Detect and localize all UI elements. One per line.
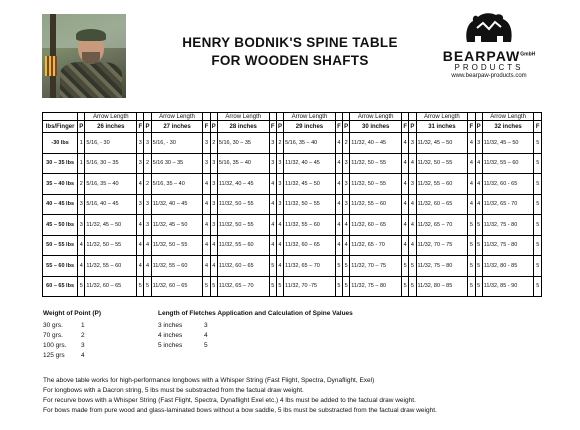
table-row bbox=[43, 235, 542, 256]
header-p-blank bbox=[475, 113, 482, 121]
fletch-cell: 4 bbox=[335, 174, 342, 195]
spine-cell: 11/32, 55 – 60 bbox=[85, 256, 137, 277]
spine-cell: 11/32, 60 – 65 bbox=[416, 194, 468, 215]
point-cell: 4 bbox=[475, 174, 482, 195]
spine-cell: 11/32, 60 – 65 bbox=[85, 276, 137, 297]
fletch-cell: 4 bbox=[335, 194, 342, 215]
point-cell: 4 bbox=[144, 256, 151, 277]
spine-cell: 11/32, 65 – 70 bbox=[416, 215, 468, 236]
weight-of-point-heading: Weight of Point (P) bbox=[43, 310, 102, 317]
fletch-cell: 5 bbox=[534, 194, 542, 215]
header-f-blank bbox=[269, 113, 276, 121]
header-arrow-length: Arrow Length bbox=[284, 113, 336, 121]
point-value: 3 bbox=[81, 342, 85, 349]
spine-cell: 11/32, 65 – 70 bbox=[217, 276, 269, 297]
point-weight: 125 grs bbox=[43, 352, 65, 359]
point-cell: 3 bbox=[144, 133, 151, 154]
fletch-cell: 3 bbox=[137, 133, 144, 154]
spine-cell: 11/32, 80 – 85 bbox=[416, 276, 468, 297]
point-cell: 4 bbox=[210, 256, 217, 277]
title-line-2: FOR WOODEN SHAFTS bbox=[211, 53, 369, 68]
weight-cell: 35 – 40 lbs bbox=[43, 174, 78, 195]
spine-cell: 11/32, 45 – 50 bbox=[482, 133, 534, 154]
fletch-cell: 5 bbox=[468, 276, 475, 297]
list-item bbox=[158, 331, 353, 341]
point-cell: 5 bbox=[475, 215, 482, 236]
point-cell: 5 bbox=[276, 276, 283, 297]
spine-cell: 11/32, 55 – 60 bbox=[217, 235, 269, 256]
fletches-section bbox=[158, 310, 353, 351]
point-cell: 3 bbox=[276, 194, 283, 215]
spine-cell: 5/16, 35 – 40 bbox=[85, 174, 137, 195]
header-weight-blank bbox=[43, 113, 78, 121]
point-cell: 4 bbox=[78, 256, 85, 277]
point-cell: 2 bbox=[276, 133, 283, 154]
point-cell: 3 bbox=[144, 194, 151, 215]
spine-cell: 11/32, 45 – 50 bbox=[151, 215, 203, 236]
fletch-cell: 4 bbox=[402, 194, 409, 215]
point-cell: 3 bbox=[343, 174, 350, 195]
weight-cell: 55 – 60 lbs bbox=[43, 256, 78, 277]
point-cell: 4 bbox=[409, 235, 416, 256]
fletch-cell: 4 bbox=[137, 174, 144, 195]
header-f-blank bbox=[335, 113, 342, 121]
spine-cell: 5/16 30 – 35 bbox=[151, 153, 203, 174]
spine-cell: 5/16, 40 – 45 bbox=[85, 194, 137, 215]
fletch-cell: 4 bbox=[468, 153, 475, 174]
fletch-cell: 4 bbox=[269, 235, 276, 256]
point-cell: 2 bbox=[343, 133, 350, 154]
spine-cell: 5/16, - 30 bbox=[151, 133, 203, 154]
table-row bbox=[43, 256, 542, 277]
point-cell: 3 bbox=[210, 153, 217, 174]
fletch-cell: 4 bbox=[402, 215, 409, 236]
list-item bbox=[43, 351, 101, 361]
archer-portrait-photo bbox=[42, 14, 126, 98]
header-p: P bbox=[276, 121, 283, 133]
weight-cell: 50 – 55 lbs bbox=[43, 235, 78, 256]
fletch-cell: 4 bbox=[203, 256, 210, 277]
header-p: P bbox=[210, 121, 217, 133]
point-value: 2 bbox=[81, 332, 85, 339]
brand-sub: PRODUCTS bbox=[454, 63, 524, 72]
point-cell: 4 bbox=[276, 215, 283, 236]
point-cell: 2 bbox=[144, 153, 151, 174]
point-cell: 3 bbox=[276, 153, 283, 174]
header-arrow-length: Arrow Length bbox=[482, 113, 534, 121]
spine-cell: 11/32, 60 – 65 bbox=[350, 215, 402, 236]
spine-cell: 11/32, 40 – 45 bbox=[284, 153, 336, 174]
fletch-cell: 4 bbox=[335, 153, 342, 174]
point-cell: 5 bbox=[343, 276, 350, 297]
point-cell: 5 bbox=[210, 276, 217, 297]
point-cell: 5 bbox=[144, 276, 151, 297]
point-cell: 4 bbox=[276, 256, 283, 277]
header-p: P bbox=[78, 121, 85, 133]
spine-cell: 5/16, 30 – 35 bbox=[217, 133, 269, 154]
spine-cell: 11/32, 50 – 55 bbox=[350, 174, 402, 195]
point-cell: 3 bbox=[343, 153, 350, 174]
header-length: 29 inches bbox=[284, 121, 336, 133]
spine-cell: 5/16, 30 – 35 bbox=[85, 153, 137, 174]
spine-cell: 5/16, 35 – 40 bbox=[217, 153, 269, 174]
header-p-blank bbox=[210, 113, 217, 121]
point-cell: 4 bbox=[210, 235, 217, 256]
table-row bbox=[43, 194, 542, 215]
spine-cell: 11/32, 85 - 90 bbox=[482, 276, 534, 297]
header-length: 26 inches bbox=[85, 121, 137, 133]
fletch-cell: 4 bbox=[468, 174, 475, 195]
spine-cell: 11/32, 45 – 50 bbox=[284, 174, 336, 195]
fletch-cell: 4 bbox=[269, 174, 276, 195]
point-cell: 3 bbox=[78, 194, 85, 215]
point-cell: 5 bbox=[409, 276, 416, 297]
fletch-value: 4 bbox=[204, 332, 208, 339]
fletch-cell: 4 bbox=[203, 215, 210, 236]
point-cell: 3 bbox=[144, 215, 151, 236]
point-cell: 4 bbox=[475, 194, 482, 215]
fletch-cell: 4 bbox=[402, 153, 409, 174]
table-row bbox=[43, 133, 542, 154]
header-f-blank bbox=[203, 113, 210, 121]
header-p-blank bbox=[144, 113, 151, 121]
fletch-cell: 4 bbox=[335, 133, 342, 154]
point-cell: 5 bbox=[78, 276, 85, 297]
point-cell: 5 bbox=[475, 276, 482, 297]
fletch-cell: 5 bbox=[468, 235, 475, 256]
page-title bbox=[145, 34, 435, 70]
point-cell: 3 bbox=[409, 133, 416, 154]
header-p-blank bbox=[276, 113, 283, 121]
weight-cell: 45 – 50 lbs bbox=[43, 215, 78, 236]
fletch-cell: 5 bbox=[468, 215, 475, 236]
fletch-cell: 4 bbox=[335, 235, 342, 256]
point-cell: 1 bbox=[78, 153, 85, 174]
spine-cell: 11/32, 50 – 55 bbox=[284, 194, 336, 215]
header-f: F bbox=[534, 121, 542, 133]
list-item bbox=[43, 321, 101, 331]
spine-cell: 5/16, - 30 bbox=[85, 133, 137, 154]
fletch-value: 3 bbox=[204, 322, 208, 329]
header-arrow-length: Arrow Length bbox=[217, 113, 269, 121]
fletch-cell: 5 bbox=[335, 276, 342, 297]
spine-cell: 11/32, 75 – 80 bbox=[350, 276, 402, 297]
spine-cell: 11/32, 65 - 70 bbox=[350, 235, 402, 256]
fletch-cell: 5 bbox=[269, 276, 276, 297]
fletch-cell: 4 bbox=[269, 215, 276, 236]
fletch-cell: 4 bbox=[137, 256, 144, 277]
header-p-blank bbox=[78, 113, 85, 121]
fletch-cell: 5 bbox=[269, 256, 276, 277]
fletch-cell: 3 bbox=[203, 133, 210, 154]
table-row bbox=[43, 174, 542, 195]
header-f-blank bbox=[402, 113, 409, 121]
table-row bbox=[43, 153, 542, 174]
fletch-length: 4 inches bbox=[158, 332, 183, 339]
table-row bbox=[43, 215, 542, 236]
spine-cell: 11/32, 55 – 60 bbox=[416, 174, 468, 195]
spine-cell: 11/32, 50 – 55 bbox=[85, 235, 137, 256]
point-cell: 3 bbox=[409, 174, 416, 195]
spine-cell: 11/32, 70 – 75 bbox=[416, 235, 468, 256]
point-cell: 3 bbox=[210, 194, 217, 215]
point-value: 4 bbox=[81, 352, 85, 359]
point-cell: 4 bbox=[144, 235, 151, 256]
spine-cell: 11/32, 60 – 65 bbox=[151, 276, 203, 297]
fletch-length: 3 inches bbox=[158, 322, 183, 329]
bearpaw-logo bbox=[434, 12, 544, 92]
point-cell: 3 bbox=[78, 215, 85, 236]
point-cell: 5 bbox=[475, 256, 482, 277]
fletch-cell: 4 bbox=[203, 194, 210, 215]
spine-cell: 11/32, 75 - 80 bbox=[482, 235, 534, 256]
fletch-cell: 4 bbox=[402, 174, 409, 195]
point-cell: 4 bbox=[409, 215, 416, 236]
note-line: For recurve bows with a Whisper String (Fast Flight, Spectra, Dynaflight Exel etc.) 4 lbs must be added to the factual draw weight. bbox=[43, 397, 416, 404]
spine-cell: 11/32, 40 – 45 bbox=[217, 174, 269, 195]
list-item bbox=[43, 331, 101, 341]
header-p-blank bbox=[409, 113, 416, 121]
point-value: 1 bbox=[81, 322, 85, 329]
header-length: 31 inches bbox=[416, 121, 468, 133]
fletch-cell: 4 bbox=[468, 133, 475, 154]
header-p: P bbox=[144, 121, 151, 133]
header-f-blank bbox=[137, 113, 144, 121]
note-line: For bows made from pure wood and glass-laminated bows without a bow saddle, 5 lbs must be substracted from the factual draw weight. bbox=[43, 407, 437, 414]
fletch-cell: 5 bbox=[534, 174, 542, 195]
note-line: For longbows with a Dacron string, 5 lbs must be substracted from the factual draw weight. bbox=[43, 387, 304, 394]
point-cell: 5 bbox=[475, 235, 482, 256]
title-line-1: HENRY BODNIK'S SPINE TABLE bbox=[182, 35, 398, 50]
header-f: F bbox=[203, 121, 210, 133]
point-cell: 4 bbox=[343, 215, 350, 236]
header-arrow-length: Arrow Length bbox=[350, 113, 402, 121]
spine-cell: 11/32, 50 – 55 bbox=[217, 215, 269, 236]
point-cell: 4 bbox=[276, 235, 283, 256]
list-item bbox=[158, 321, 353, 331]
point-cell: 5 bbox=[343, 256, 350, 277]
point-weight: 70 grs. bbox=[43, 332, 63, 339]
header-f: F bbox=[468, 121, 475, 133]
table-row bbox=[43, 276, 542, 297]
spine-cell: 11/32, 65 - 70 bbox=[482, 194, 534, 215]
fletch-cell: 4 bbox=[137, 215, 144, 236]
spine-cell: 11/32, 60 – 65 bbox=[284, 235, 336, 256]
header-f: F bbox=[269, 121, 276, 133]
header-arrow-length: Arrow Length bbox=[416, 113, 468, 121]
point-cell: 4 bbox=[409, 153, 416, 174]
header-f: F bbox=[137, 121, 144, 133]
fletch-cell: 5 bbox=[203, 276, 210, 297]
spine-cell: 11/32, 70 – 75 bbox=[350, 256, 402, 277]
fletch-value: 5 bbox=[204, 342, 208, 349]
spine-cell: 11/32, 55 – 60 bbox=[284, 215, 336, 236]
point-cell: 3 bbox=[210, 215, 217, 236]
weight-cell: -30 lbs bbox=[43, 133, 78, 154]
spine-cell: 5/16, 35 – 40 bbox=[284, 133, 336, 154]
weight-cell: 40 – 45 lbs bbox=[43, 194, 78, 215]
spine-cell: 11/32, 60 – 65 bbox=[217, 256, 269, 277]
header-p: P bbox=[475, 121, 482, 133]
fletch-cell: 5 bbox=[137, 276, 144, 297]
fletch-cell: 4 bbox=[402, 235, 409, 256]
fletch-cell: 5 bbox=[534, 235, 542, 256]
fletch-cell: 4 bbox=[203, 174, 210, 195]
spine-table bbox=[42, 112, 542, 297]
header-f-blank bbox=[534, 113, 542, 121]
notes-section bbox=[43, 376, 543, 416]
header-f-blank bbox=[468, 113, 475, 121]
point-cell: 3 bbox=[210, 174, 217, 195]
spine-cell: 11/32, 75 - 80 bbox=[482, 215, 534, 236]
spine-cell: 11/32, 50 – 55 bbox=[350, 153, 402, 174]
fletch-cell: 5 bbox=[534, 276, 542, 297]
point-cell: 4 bbox=[475, 153, 482, 174]
note-line: The above table works for high-performance longbows with a Whisper String (Fast Flight, Spectra, Dynaflight, Exel) bbox=[43, 377, 375, 384]
point-cell: 3 bbox=[475, 133, 482, 154]
spine-cell: 11/32, 55 – 60 bbox=[350, 194, 402, 215]
spine-cell: 11/32, 80 - 85 bbox=[482, 256, 534, 277]
point-cell: 3 bbox=[343, 194, 350, 215]
spine-cell: 11/32, 75 – 80 bbox=[416, 256, 468, 277]
spine-cell: 11/32, 55 – 60 bbox=[482, 153, 534, 174]
header-length: 28 inches bbox=[217, 121, 269, 133]
spine-cell: 11/32, 45 – 50 bbox=[85, 215, 137, 236]
fletch-cell: 5 bbox=[335, 256, 342, 277]
fletch-cell: 5 bbox=[534, 153, 542, 174]
spine-cell: 11/32, 70 -75 bbox=[284, 276, 336, 297]
weight-of-point-section bbox=[43, 310, 101, 361]
fletch-cell: 4 bbox=[269, 194, 276, 215]
fletch-cell: 5 bbox=[534, 133, 542, 154]
header-length: 30 inches bbox=[350, 121, 402, 133]
spine-cell: 11/32, 65 – 70 bbox=[284, 256, 336, 277]
spine-cell: 11/32, 40 – 45 bbox=[151, 194, 203, 215]
point-cell: 4 bbox=[409, 194, 416, 215]
point-cell: 1 bbox=[78, 133, 85, 154]
brand-suffix: GmbH bbox=[520, 51, 536, 58]
spine-cell: 5/16, 35 – 40 bbox=[151, 174, 203, 195]
header-p-blank bbox=[343, 113, 350, 121]
fletch-length: 5 inches bbox=[158, 342, 183, 349]
spine-cell: 11/32, 40 – 45 bbox=[350, 133, 402, 154]
spine-cell: 11/32, 60 - 65 bbox=[482, 174, 534, 195]
fletch-cell: 4 bbox=[402, 133, 409, 154]
point-weight: 30 grs. bbox=[43, 322, 63, 329]
fletch-cell: 4 bbox=[468, 194, 475, 215]
weight-cell: 60 – 65 lbs bbox=[43, 276, 78, 297]
fletch-cell: 5 bbox=[402, 256, 409, 277]
header-arrow-length: Arrow Length bbox=[85, 113, 137, 121]
header-weight: lbs/Finger bbox=[43, 121, 78, 133]
bear-silhouette-icon bbox=[463, 12, 515, 46]
brand-name: $BEARPAW^{GmbH}$ bbox=[442, 48, 536, 64]
spine-cell: 11/32, 50 – 55 bbox=[151, 235, 203, 256]
list-item bbox=[158, 341, 353, 351]
brand-url: www.bearpaw-products.com bbox=[451, 73, 527, 79]
fletch-cell: 4 bbox=[203, 235, 210, 256]
spine-cell: 11/32, 50 – 55 bbox=[217, 194, 269, 215]
fletch-cell: 5 bbox=[468, 256, 475, 277]
point-cell: 3 bbox=[276, 174, 283, 195]
fletches-heading: Length of Fletches Application and Calculation of Spine Values bbox=[158, 310, 353, 317]
fletch-cell: 3 bbox=[203, 153, 210, 174]
point-cell: 2 bbox=[210, 133, 217, 154]
fletch-cell: 3 bbox=[269, 133, 276, 154]
header-p: P bbox=[409, 121, 416, 133]
header-f: F bbox=[402, 121, 409, 133]
fletch-cell: 4 bbox=[335, 215, 342, 236]
point-cell: 2 bbox=[78, 174, 85, 195]
point-weight: 100 grs. bbox=[43, 342, 67, 349]
header-f: F bbox=[335, 121, 342, 133]
point-cell: 4 bbox=[78, 235, 85, 256]
point-cell: 2 bbox=[144, 174, 151, 195]
fletch-cell: 5 bbox=[534, 215, 542, 236]
fletch-cell: 3 bbox=[269, 153, 276, 174]
fletch-cell: 5 bbox=[534, 256, 542, 277]
fletch-cell: 4 bbox=[137, 235, 144, 256]
header-length: 32 inches bbox=[482, 121, 534, 133]
spine-cell: 11/32, 50 – 55 bbox=[416, 153, 468, 174]
weight-cell: 30 – 35 lbs bbox=[43, 153, 78, 174]
header-p: P bbox=[343, 121, 350, 133]
header-length: 27 inches bbox=[151, 121, 203, 133]
spine-cell: 11/32, 45 – 50 bbox=[416, 133, 468, 154]
header-arrow-length: Arrow Length bbox=[151, 113, 203, 121]
list-item bbox=[43, 341, 101, 351]
fletch-cell: 5 bbox=[402, 276, 409, 297]
fletch-cell: 3 bbox=[137, 153, 144, 174]
fletch-cell: 3 bbox=[137, 194, 144, 215]
point-cell: 4 bbox=[343, 235, 350, 256]
spine-cell: 11/32, 55 – 60 bbox=[151, 256, 203, 277]
point-cell: 5 bbox=[409, 256, 416, 277]
